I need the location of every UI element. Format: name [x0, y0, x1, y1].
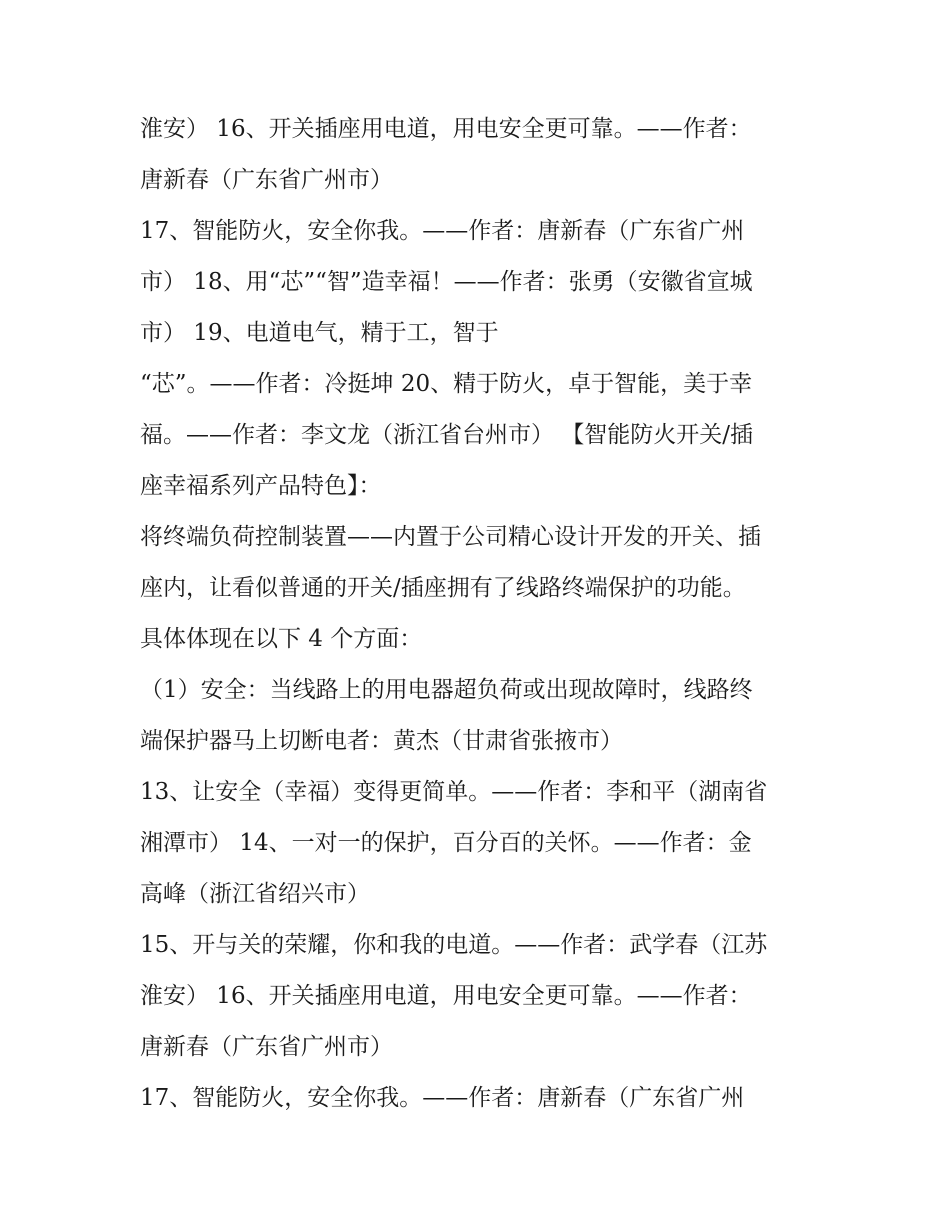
text-line: 淮安） 16、开关插座用电道，用电安全更可靠。——作者： — [140, 983, 752, 1009]
text-line: 座内，让看似普通的开关/插座拥有了线路终端保护的功能。 — [140, 575, 746, 601]
text-line: 将终端负荷控制装置——内置于公司精心设计开发的开关、插 — [140, 524, 761, 550]
text-line: 具体体现在以下 4 个方面： — [140, 626, 423, 652]
text-line: 福。——作者：李文龙（浙江省台州市） 【智能防火开关/插 — [140, 422, 754, 448]
text-line: 17、智能防火，安全你我。——作者：唐新春（广东省广州 — [140, 1085, 745, 1111]
text-line: 唐新春（广东省广州市） — [140, 1034, 393, 1060]
text-line: 市） 19、电道电气，精于工，智于 — [140, 320, 499, 346]
text-line: 淮安） 16、开关插座用电道，用电安全更可靠。——作者： — [140, 116, 752, 142]
text-line: 座幸福系列产品特色】： — [140, 473, 382, 499]
text-line: 高峰（浙江省绍兴市） — [140, 881, 370, 907]
text-line: 端保护器马上切断电者：黄杰（甘肃省张掖市） — [140, 728, 623, 754]
text-line: “芯”。——作者：冷挺坤 20、精于防火，卓于智能，美于幸 — [140, 371, 753, 397]
text-line: （1）安全：当线路上的用电器超负荷或出现故障时，线路终 — [140, 677, 753, 703]
text-line: 湘潭市） 14、一对一的保护，百分百的关怀。——作者：金 — [140, 830, 752, 856]
text-line: 市） 18、用“芯”“智”造幸福！——作者：张勇（安徽省宣城 — [140, 269, 753, 295]
text-line: 15、开与关的荣耀，你和我的电道。——作者：武学春（江苏 — [140, 932, 768, 958]
document-body — [140, 104, 830, 1124]
text-line: 唐新春（广东省广州市） — [140, 167, 393, 193]
text-line: 17、智能防火，安全你我。——作者：唐新春（广东省广州 — [140, 218, 745, 244]
text-line: 13、让安全（幸福）变得更简单。——作者：李和平（湖南省 — [140, 779, 768, 805]
